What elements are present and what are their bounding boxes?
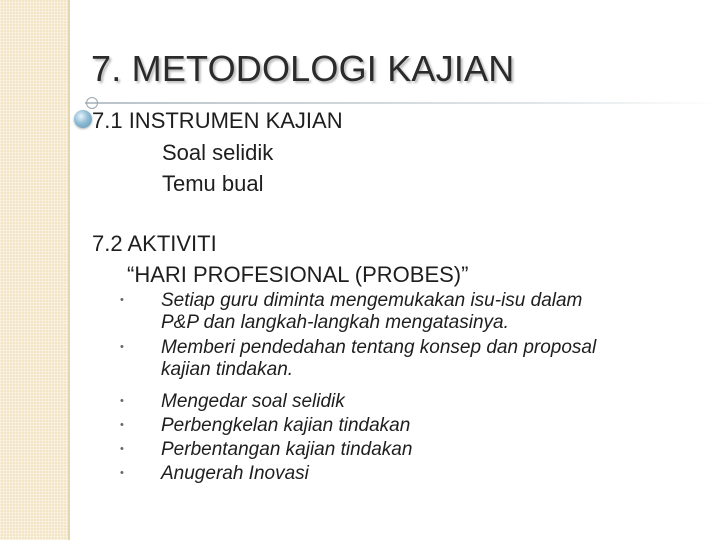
instrument-item: Soal selidik bbox=[162, 140, 274, 165]
decorative-side-strip bbox=[0, 0, 68, 540]
list-item-text: Setiap guru diminta mengemukakan isu-isu dalam bbox=[161, 290, 583, 311]
list-item-text: Memberi pendedahan tentang konsep dan proposal bbox=[161, 337, 597, 358]
bullet-icon: • bbox=[120, 443, 124, 455]
bullet-icon: • bbox=[120, 341, 124, 353]
list-item-text: Perbentangan kajian tindakan bbox=[161, 439, 413, 460]
bullet-icon: • bbox=[120, 419, 124, 431]
slide-title: 7. METODOLOGI KAJIAN bbox=[91, 48, 515, 89]
list-item-text-continued: P&P dan langkah-langkah mengatasinya. bbox=[161, 312, 509, 333]
section-heading-aktiviti: 7.2 AKTIVITI bbox=[92, 231, 217, 256]
list-item-text: Anugerah Inovasi bbox=[161, 463, 309, 484]
list-item-text: Perbengkelan kajian tindakan bbox=[161, 415, 411, 436]
bullet-icon: • bbox=[120, 467, 124, 479]
section-heading-instrumen: 7.1 INSTRUMEN KAJIAN bbox=[92, 108, 343, 133]
instrument-item: Temu bual bbox=[162, 171, 264, 196]
side-strip-edge bbox=[68, 0, 70, 540]
title-divider bbox=[85, 102, 720, 104]
decorative-knob-icon bbox=[74, 110, 92, 128]
bullet-icon: • bbox=[120, 294, 124, 306]
bullet-icon: • bbox=[120, 395, 124, 407]
list-item-text-continued: kajian tindakan. bbox=[161, 359, 294, 380]
section-subheading-probes: “HARI PROFESIONAL (PROBES)” bbox=[127, 262, 469, 287]
list-item-text: Mengedar soal selidik bbox=[161, 391, 345, 412]
